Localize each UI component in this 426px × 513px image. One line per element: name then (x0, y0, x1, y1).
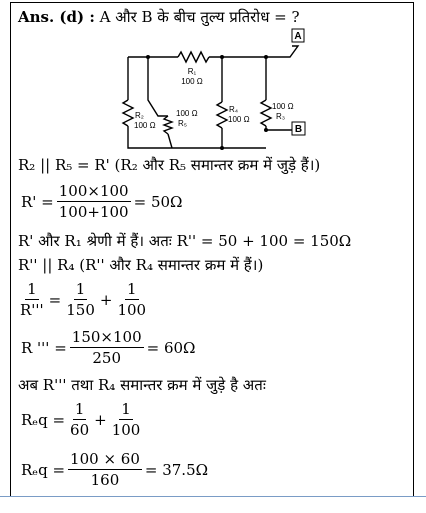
terminal-a-label: A (294, 31, 302, 42)
r1-resistor (178, 52, 209, 62)
denominator: 100 (117, 301, 147, 319)
step-series-r1: R' और R₁ श्रेणी में हैं। अतः R'' = 50 + 100 = 150Ω (18, 232, 352, 250)
denominator: R''' (20, 301, 44, 319)
r4-value: 100 Ω (228, 115, 250, 124)
r5-label: R₅ (178, 119, 187, 128)
denominator: 160 (90, 471, 120, 489)
r4-resistor (217, 102, 227, 128)
denominator: 60 (70, 421, 90, 439)
page-divider (0, 496, 426, 497)
eq-lhs: R ''' = (21, 338, 67, 357)
numerator: 100×100 (58, 182, 129, 200)
r2-resistor (123, 100, 133, 126)
junction-dot (264, 55, 268, 59)
denominator: 250 (92, 349, 122, 367)
step-final-parallel: अब R''' तथा R₄ समान्तर क्रम में जुड़े है अतः (18, 376, 266, 394)
eq-rhs: = 50Ω (133, 192, 183, 211)
r3-value: 100 Ω (272, 102, 294, 111)
junction-dot (220, 146, 224, 150)
fraction (70, 328, 144, 367)
fraction (68, 450, 142, 489)
fraction (115, 280, 148, 319)
answer-label: Ans. (d) : (18, 8, 95, 26)
fraction (57, 182, 131, 221)
step-req-result (18, 450, 211, 489)
denominator: 100+100 (58, 203, 129, 221)
junction-dot (146, 55, 150, 59)
r4-label: R₄ (229, 105, 239, 114)
step-req-reciprocal: Rₑq = $\frac{1}{60}$ + $\frac{1}{100}$ (21, 400, 141, 439)
step-r-triple-prime (18, 328, 199, 367)
r1-label: R₁ (187, 67, 197, 76)
numerator: 100 × 60 (70, 450, 140, 468)
r3-resistor (261, 100, 271, 126)
eq-rhs: = 60Ω (146, 338, 196, 357)
fraction (110, 400, 143, 439)
numerator: 1 (74, 400, 85, 418)
junction-dot (220, 55, 224, 59)
numerator: 1 (75, 280, 86, 298)
fraction (68, 400, 91, 439)
terminal-b-label: B (294, 124, 303, 135)
fraction (64, 280, 97, 319)
eq-rhs: = 37.5Ω (144, 460, 209, 479)
eq-lhs: Rₑq = (21, 460, 66, 479)
denominator: 150 (66, 301, 95, 319)
numerator: 1 (127, 280, 137, 298)
numerator: 1 (27, 280, 37, 298)
r2-value: 100 Ω (134, 121, 156, 130)
r2-label: R₂ (135, 111, 144, 120)
r1-value: 100 Ω (181, 77, 203, 86)
step-r-prime-calc (18, 182, 185, 221)
r5-resistor (164, 116, 172, 134)
eq-lhs: R' = (21, 192, 54, 211)
answer-text: A और B के बीच तुल्य प्रतिरोध = ? (99, 8, 300, 26)
junction-dot (264, 128, 268, 132)
numerator: 150×100 (71, 328, 142, 346)
step-parallel-r2-r5: R₂ || R₅ = R' (R₂ और R₅ समान्तर क्रम में जुड़े हैं।) (18, 156, 321, 174)
eq-lhs: Rₑq = (21, 410, 66, 429)
r3-label: R₃ (276, 112, 286, 121)
step-parallel-r4: R'' || R₄ (R'' और R₄ समान्तर क्रम में हैं।) (18, 256, 264, 274)
r5-value: 100 Ω (176, 109, 198, 118)
numerator: 1 (121, 400, 131, 418)
denominator: 100 (111, 421, 141, 439)
step-reciprocal-sum: $\frac{1}{R'''}$ = $\frac{1}{150}$ + $\frac{1}{100}$ (20, 280, 147, 319)
fraction (18, 280, 46, 319)
